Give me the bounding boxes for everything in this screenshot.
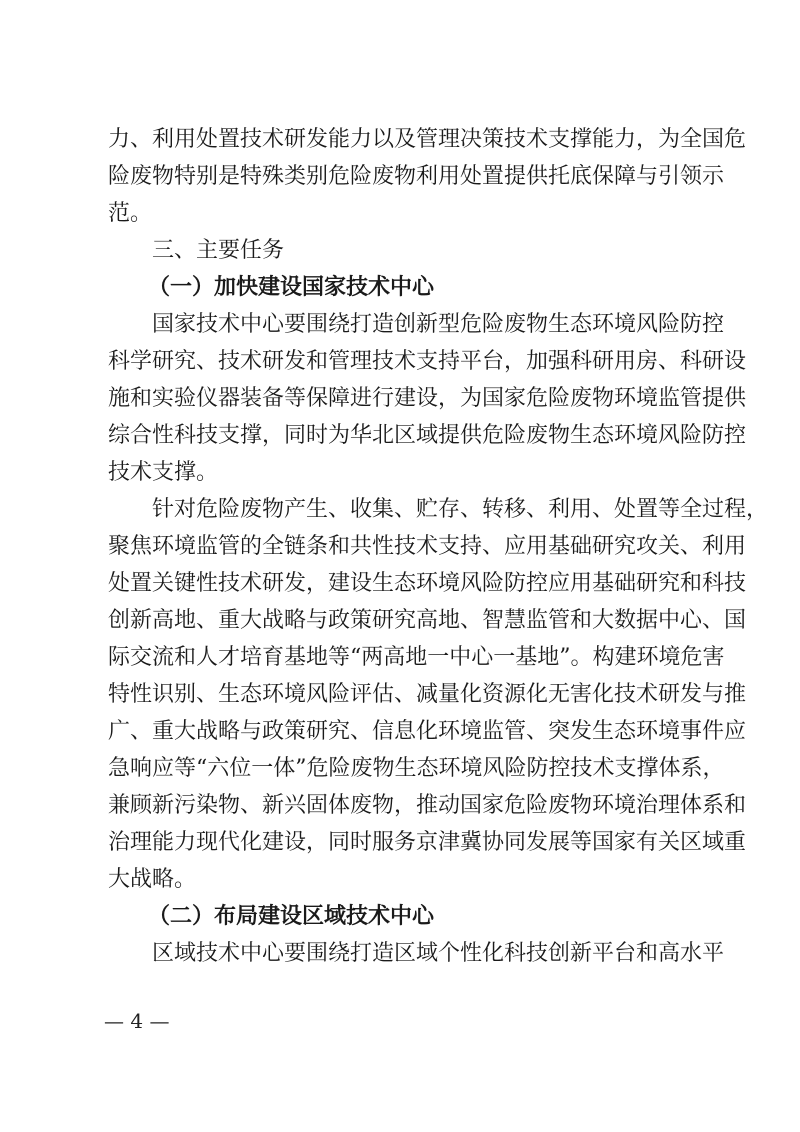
text-line: 聚焦环境监管的全链条和共性技术支持、应用基础研究攻关、利用	[108, 534, 747, 559]
text-line: 力、利用处置技术研发能力以及管理决策技术支撑能力，为全国危	[108, 127, 747, 152]
text-line: 创新高地、重大战略与政策研究高地、智慧监管和大数据中心、国	[108, 608, 747, 633]
paragraph-national-center	[108, 306, 747, 491]
text-line: 施和实验仪器装备等保障进行建设，为国家危险废物环境监管提供	[108, 386, 747, 411]
page-body	[108, 121, 769, 972]
text-line: 特性识别、生态环境风险评估、减量化资源化无害化技术研发与推	[108, 682, 747, 707]
text-line: 处置关键性技术研发，建设生态环境风险防控应用基础研究和科技	[108, 571, 747, 596]
section-heading: 三、主要任务	[152, 238, 285, 263]
text-line: 区域技术中心要围绕打造区域个性化科技创新平台和高水平	[152, 941, 725, 966]
text-line: 兼顾新污染物、新兴固体废物，推动国家危险废物环境治理体系和	[108, 793, 747, 818]
text-line: 险废物特别是特殊类别危险废物利用处置提供托底保障与引领示	[108, 164, 725, 189]
text-line: 大战略。	[108, 867, 197, 892]
text-line: 际交流和人才培育基地等“两高地一中心一基地”。构建环境危害	[108, 645, 725, 670]
text-line: 科学研究、技术研发和管理技术支持平台，加强科研用房、科研设	[108, 349, 747, 374]
text-line: 急响应等“六位一体”危险废物生态环境风险防控技术支撑体系，	[108, 756, 725, 781]
paragraph-full-process	[108, 491, 769, 898]
paragraph-regional-center	[108, 935, 725, 972]
subheading-national-center: （一）加快建设国家技术中心	[148, 274, 435, 300]
text-line: 广、重大战略与政策研究、信息化环境监管、突发生态环境事件应	[108, 719, 747, 744]
text-line: 国家技术中心要围绕打造创新型危险废物生态环境风险防控	[152, 312, 725, 337]
text-line: 综合性科技支撑，同时为华北区域提供危险废物生态环境风险防控	[108, 423, 747, 448]
text-line: 技术支撑。	[108, 460, 219, 485]
text-line: 针对危险废物产生、收集、贮存、转移、利用、处置等全过程，	[152, 497, 769, 522]
intro-paragraph	[108, 121, 747, 232]
subheading-regional-center: （二）布局建设区域技术中心	[148, 903, 435, 929]
page-number: — 4 —	[104, 1009, 170, 1033]
text-line: 治理能力现代化建设，同时服务京津冀协同发展等国家有关区域重	[108, 830, 747, 855]
text-line: 范。	[108, 201, 153, 226]
